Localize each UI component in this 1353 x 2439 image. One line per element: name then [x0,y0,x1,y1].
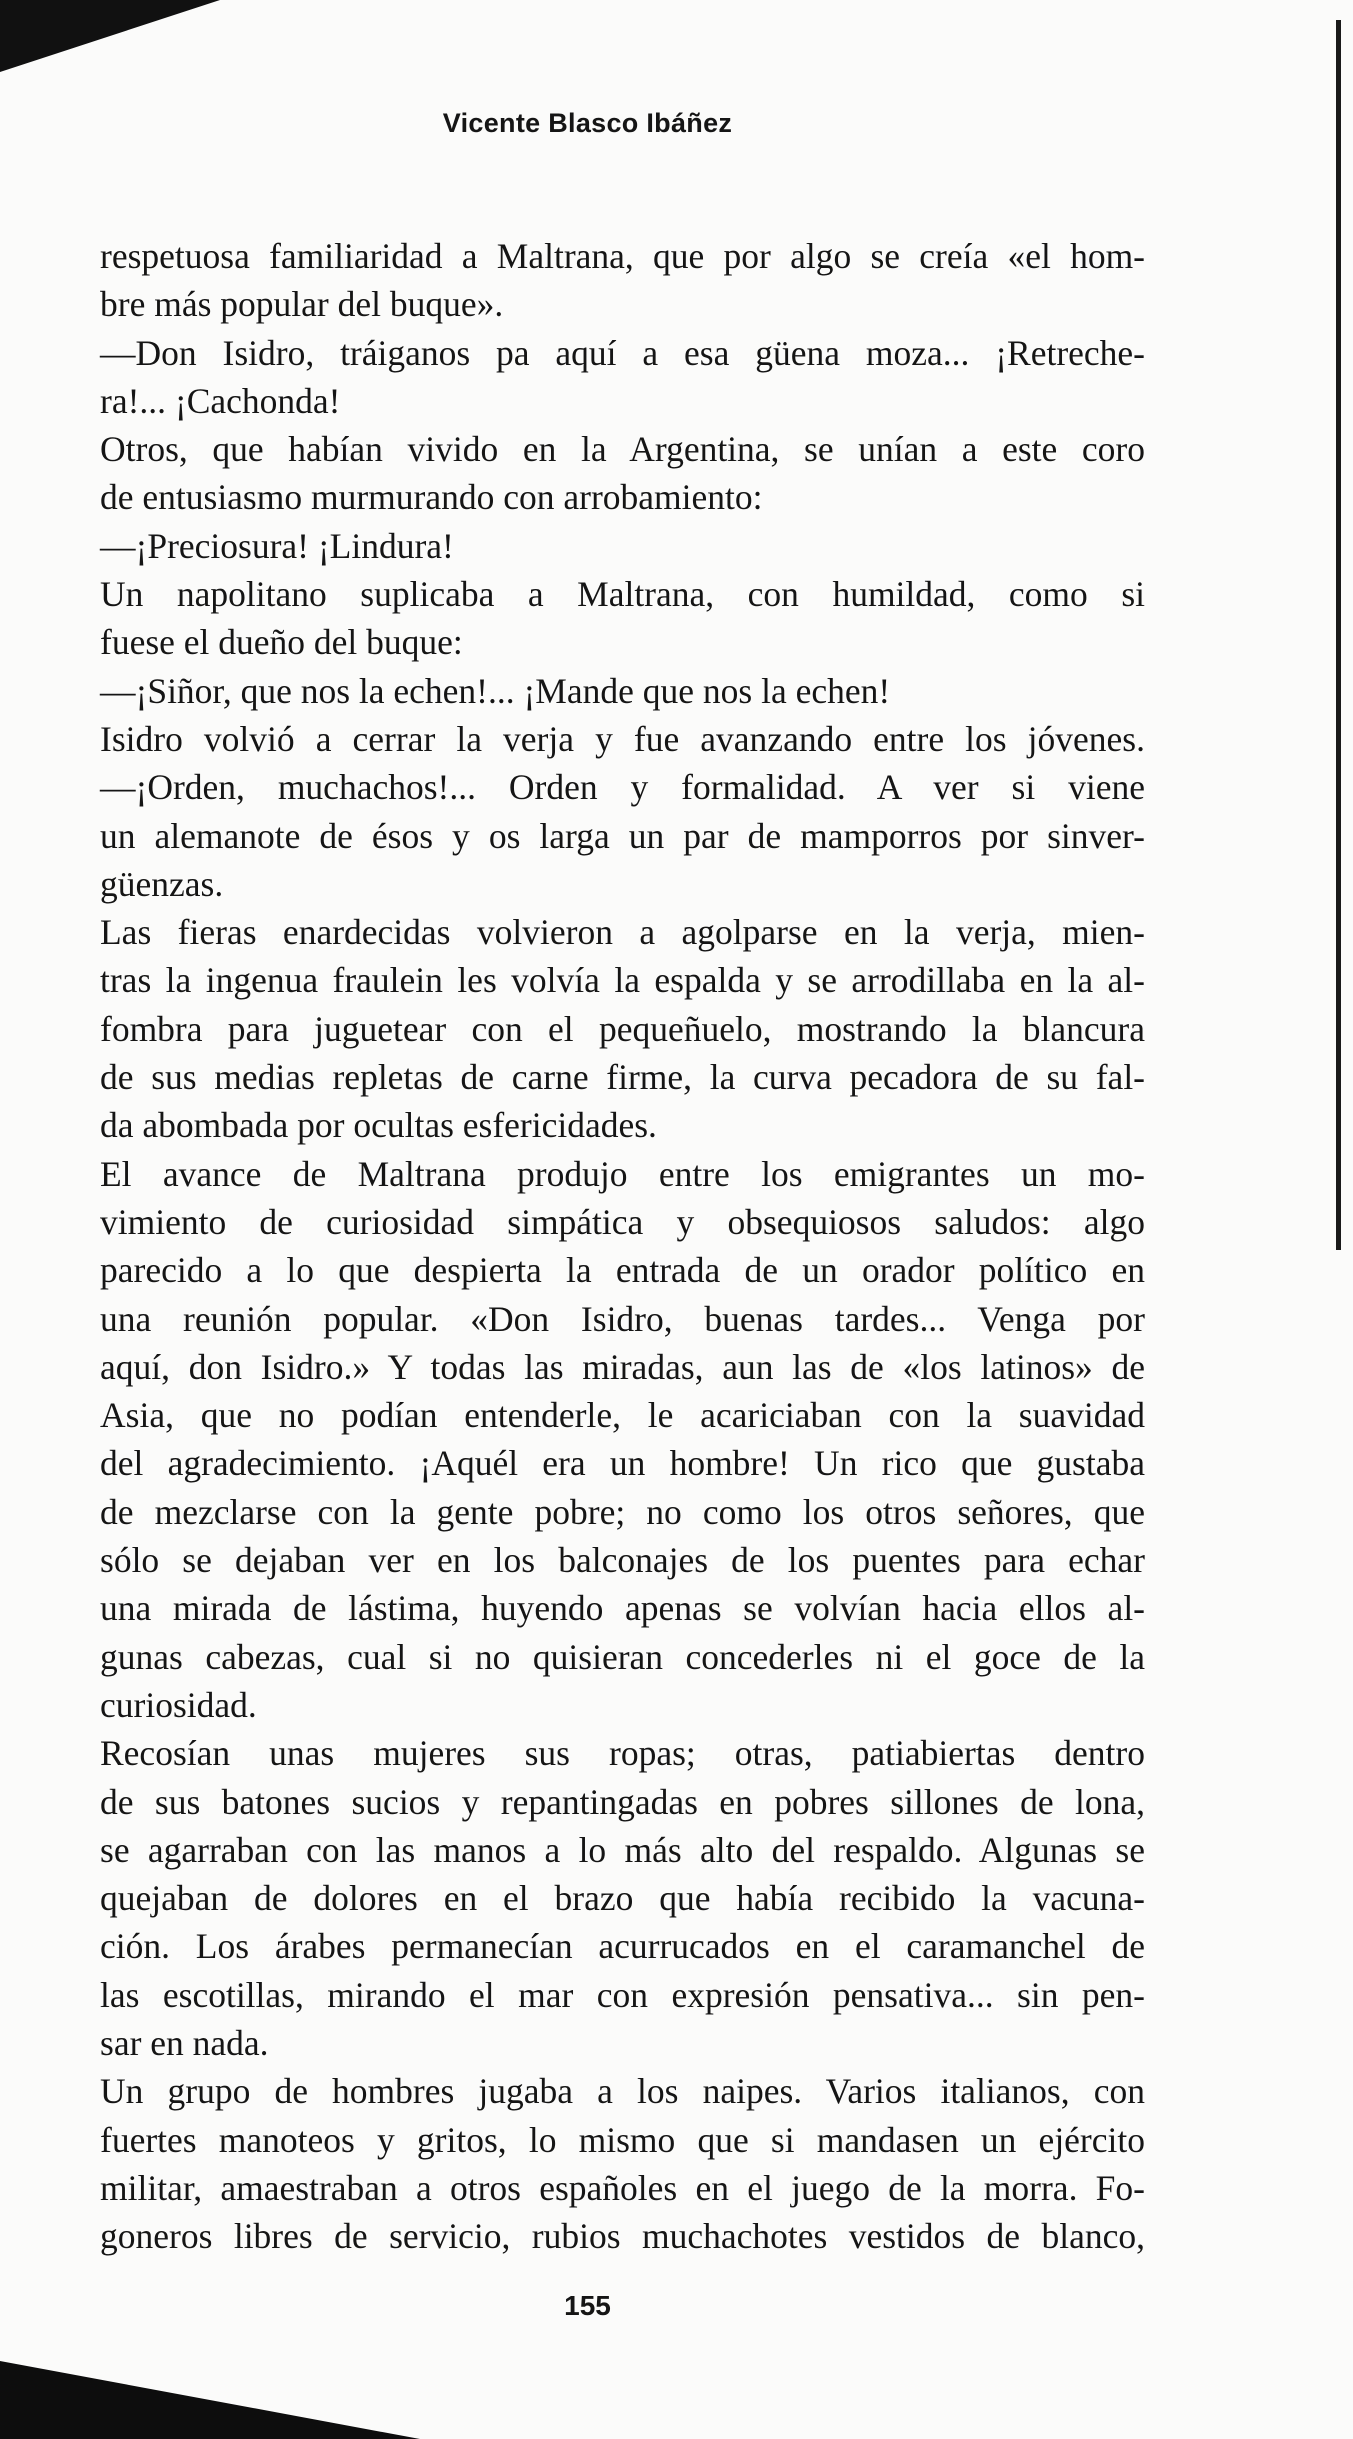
text-line: una reunión popular. «Don Isidro, buenas tardes... Venga por [100,1298,1145,1339]
text-line: El avance de Maltrana produjo entre los emigrantes un mo- [100,1153,1145,1194]
text-line: de sus medias repletas de carne firme, la curva pecadora de su fal- [100,1057,1145,1098]
text-line: Las fieras enardecidas volvieron a agolparse en la verja, mien- [100,912,1145,953]
text-line: da abombada por ocultas esfericidades. [100,1105,657,1146]
body-text [100,232,1145,2260]
text-line: parecido a lo que despierta la entrada de un orador político en [100,1250,1145,1291]
text-line: fuese el dueño del buque: [100,622,463,663]
text-line: respetuosa familiaridad a Maltrana, que por algo se creía «el hom- [100,236,1145,276]
text-line: un alemanote de ésos y os larga un par de mamporros por sinver- [100,815,1145,856]
scan-shadow-bottom-left [0,2361,420,2439]
text-line: Recosían unas mujeres sus ropas; otras, patiabiertas dentro [100,1733,1145,1774]
text-line: una mirada de lástima, huyendo apenas se volvían hacia ellos al- [100,1588,1145,1629]
text-line: goneros libres de servicio, rubios muchachotes vestidos de blanco, [100,2216,1145,2257]
text-line: vimiento de curiosidad simpática y obsequiosos saludos: algo [100,1201,1145,1242]
text-line: Un napolitano suplicaba a Maltrana, con humildad, como si [100,574,1145,615]
text-line: —Don Isidro, tráiganos pa aquí a esa güena moza... ¡Retreche- [100,332,1145,373]
text-line: curiosidad. [100,1684,257,1725]
page-number: 155 [564,2290,611,2321]
text-line: fuertes manoteos y gritos, lo mismo que si mandasen un ejército [100,2119,1145,2160]
text-line: gunas cabezas, cual si no quisieran concederles ni el goce de la [100,1636,1145,1677]
text-line: militar, amaestraban a otros españoles en el juego de la morra. Fo- [100,2167,1145,2208]
text-line: se agarraban con las manos a lo más alto del respaldo. Algunas se [100,1829,1145,1870]
scan-shadow-top-left [0,0,220,72]
scan-edge-right [1336,20,1341,1250]
text-line: bre más popular del buque». [100,284,504,325]
text-line: quejaban de dolores en el brazo que había recibido la vacuna- [100,1878,1145,1919]
text-line: de entusiasmo murmurando con arrobamiento: [100,477,763,518]
text-line: Isidro volvió a cerrar la verja y fue avanzando entre los jóvenes. [100,718,1145,759]
text-line: —¡Siñor, que nos la echen!... ¡Mande que nos la echen! [100,670,891,711]
text-line: fombra para juguetear con el pequeñuelo, mostrando la blancura [100,1008,1145,1049]
text-line: Asia, que no podían entenderle, le acariciaban con la suavidad [100,1395,1145,1436]
text-line: las escotillas, mirando el mar con expresión pensativa... sin pen- [100,1974,1145,2015]
text-line: del agradecimiento. ¡Aquél era un hombre! Un rico que gustaba [100,1443,1145,1484]
text-line: sar en nada. [100,2022,269,2063]
running-header: Vicente Blasco Ibáñez [442,108,733,138]
text-line: Otros, que habían vivido en la Argentina, se unían a este coro [100,429,1145,470]
text-line: —¡Preciosura! ¡Lindura! [100,525,454,566]
text-line: sólo se dejaban ver en los balconajes de los puentes para echar [100,1540,1145,1581]
text-line: de sus batones sucios y repantingadas en pobres sillones de lona, [100,1781,1145,1822]
text-line: tras la ingenua fraulein les volvía la espalda y se arrodillaba en la al- [100,960,1145,1001]
text-line: aquí, don Isidro.» Y todas las miradas, aun las de «los latinos» de [100,1346,1145,1387]
text-line: Un grupo de hombres jugaba a los naipes. Varios italianos, con [100,2071,1145,2112]
text-line: —¡Orden, muchachos!... Orden y formalidad. A ver si viene [100,767,1145,808]
text-line: ción. Los árabes permanecían acurrucados en el caramanchel de [100,1926,1145,1967]
text-line: de mezclarse con la gente pobre; no como los otros señores, que [100,1491,1145,1532]
text-line: ra!... ¡Cachonda! [100,380,341,421]
text-line: güenzas. [100,863,224,904]
